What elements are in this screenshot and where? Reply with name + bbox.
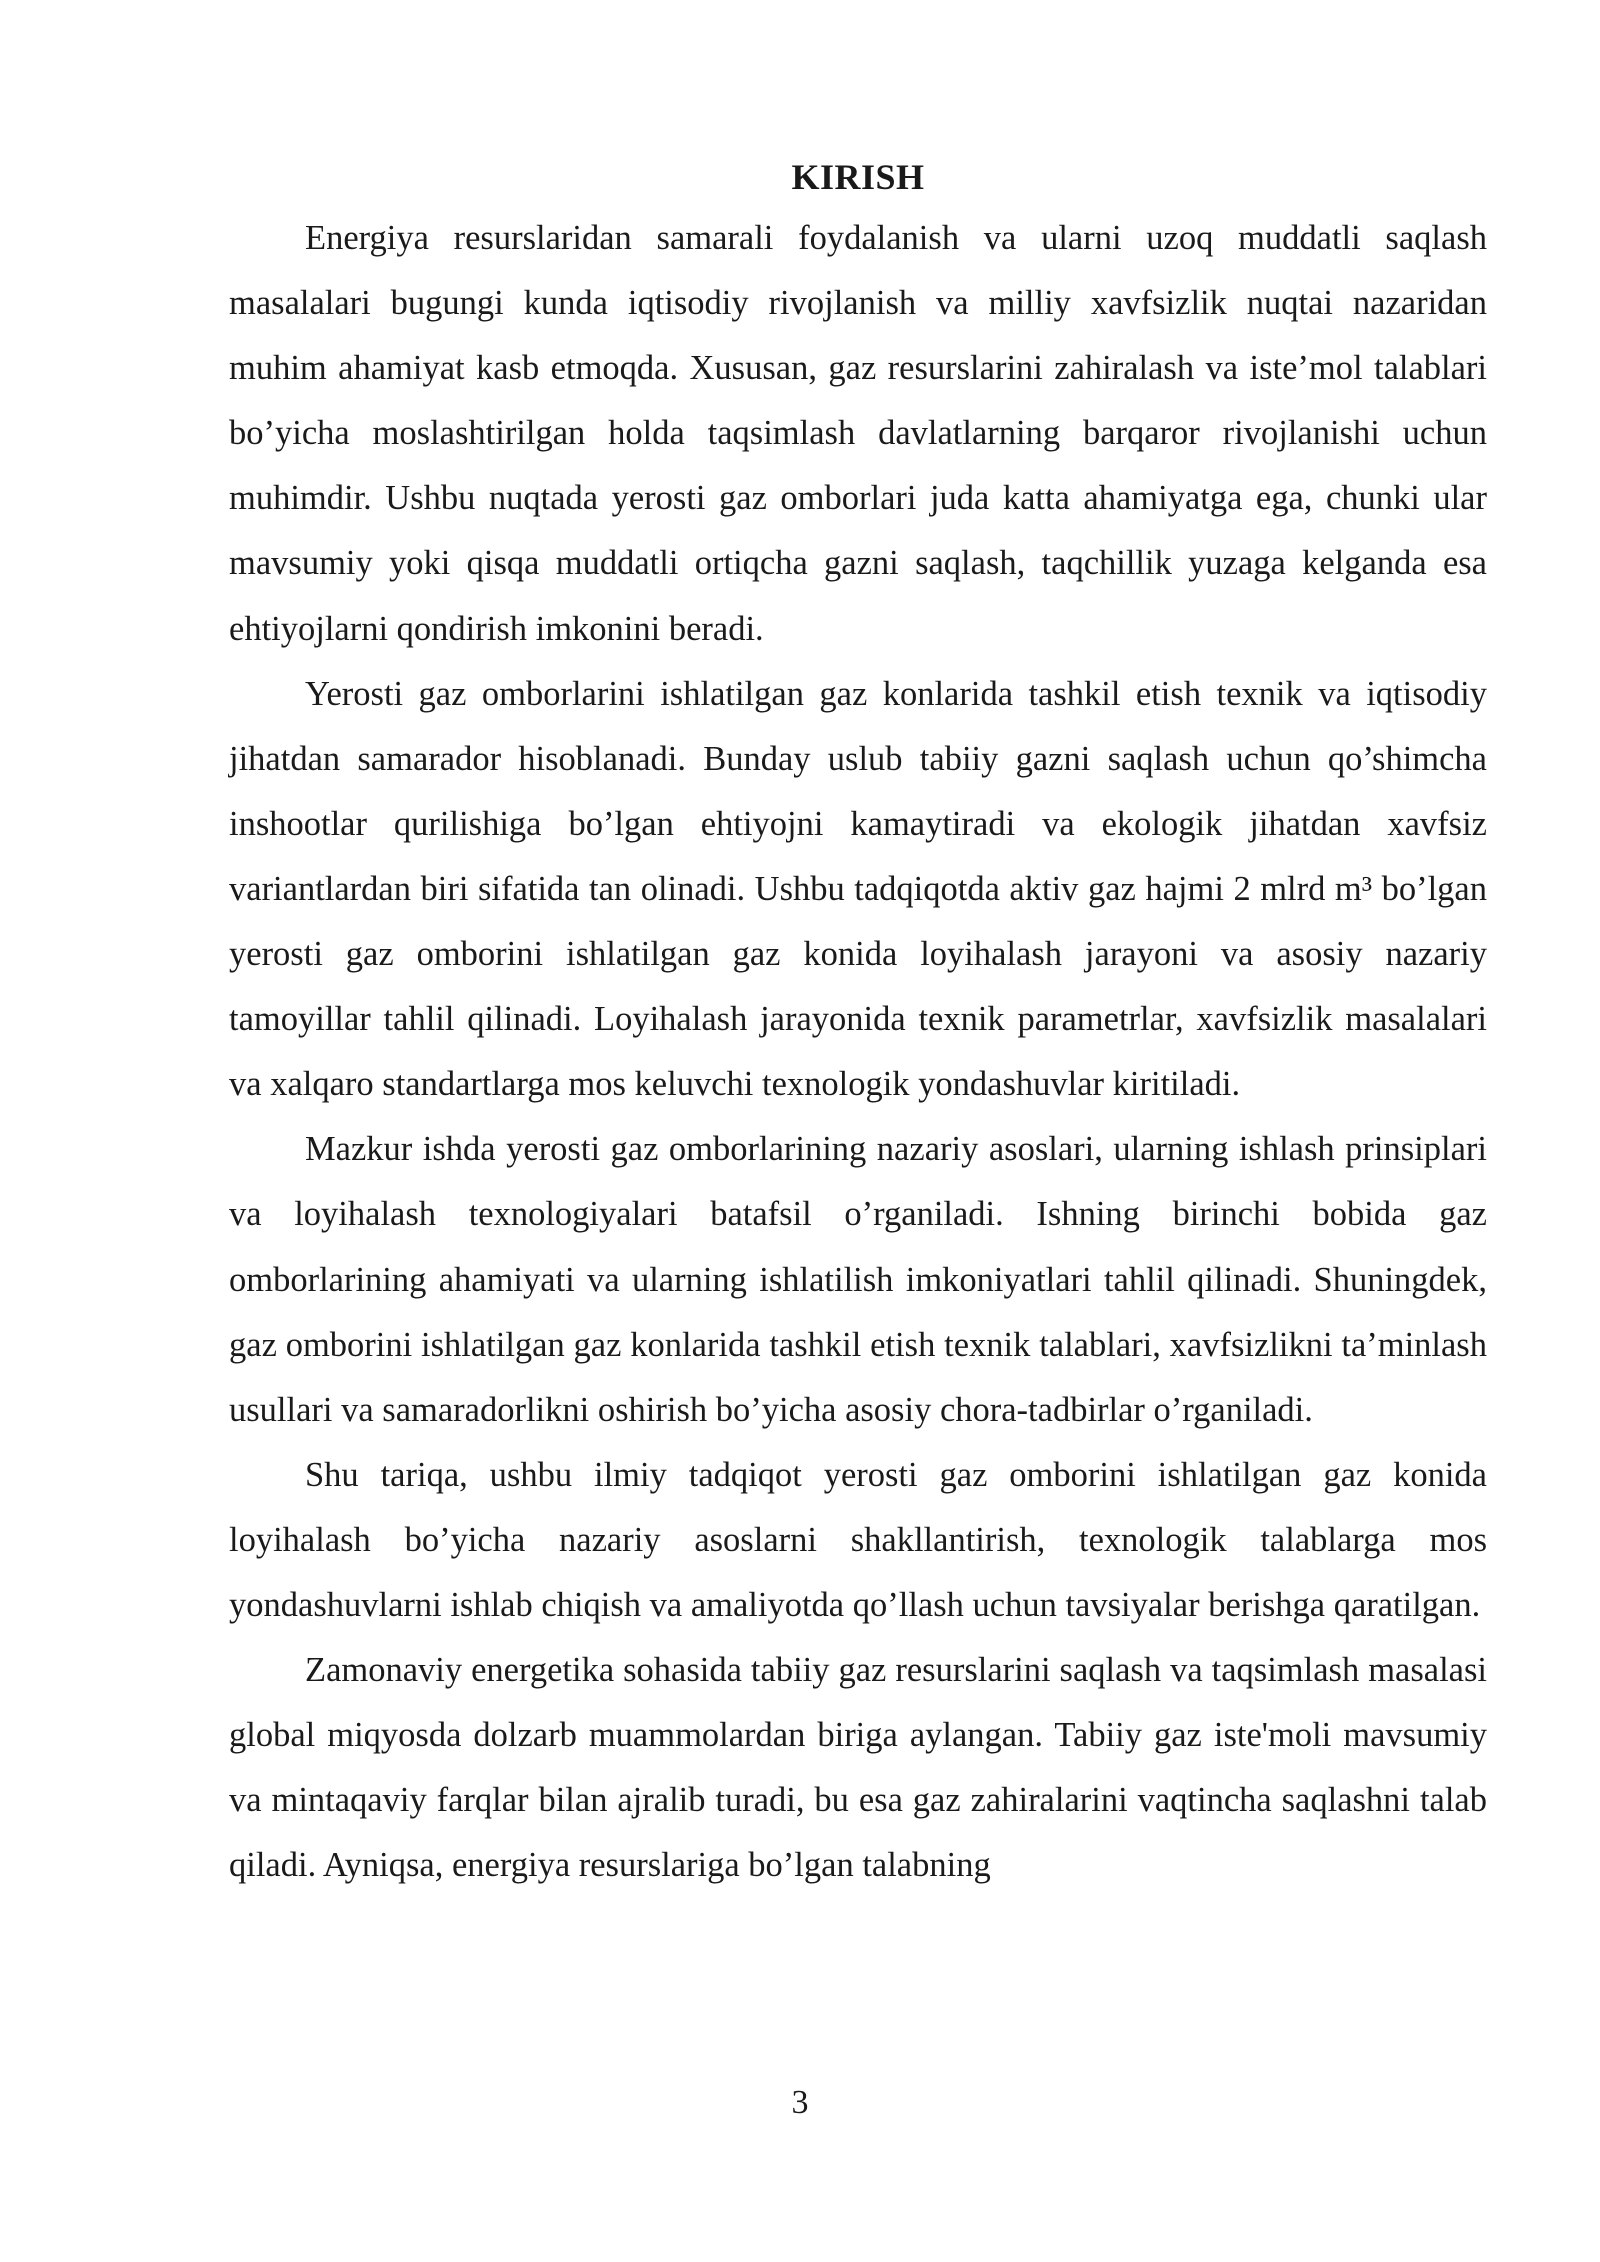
paragraph-2: Yerosti gaz omborlarini ishlatilgan gaz konlarida tashkil etish texnik va iqtisodiy jihatdan samarador hisoblanadi. Bunday uslub tabiiy gazni saqlash uchun qo’shimcha inshootlar qurilishiga bo’lgan ehtiyojni kamaytiradi va ekologik jihatdan xavfsiz variantlardan biri sifatida tan olinadi. Ushbu tadqiqotda aktiv gaz hajmi 2 mlrd m³ bo’lgan yerosti gaz omborini ishlatilgan gaz konida loyihalash jarayoni va asosiy nazariy tamoyillar tahlil qilinadi. Loyihalash jarayonida texnik parametrlar, xavfsizlik masalalari va xalqaro standartlarga mos keluvchi texnologik yondashuvlar kiritiladi. xyxy=(229,674,1487,1104)
page-title: KIRISH xyxy=(791,157,925,197)
paragraph-1: Energiya resurslaridan samarali foydalanish va ularni uzoq muddatli saqlash masalalari bugungi kunda iqtisodiy rivojlanish va milliy xavfsizlik nuqtai nazaridan muhim ahamiyat kasb etmoqda. Xususan, gaz resurslarini zahiralash va iste’mol talablari bo’yicha moslashtirilgan holda taqsimlash davlatlarning barqaror rivojlanishi uchun muhimdir. Ushbu nuqtada yerosti gaz omborlari juda katta ahamiyatga ega, chunki ular mavsumiy yoki qisqa muddatli ortiqcha gazni saqlash, taqchillik yuzaga kelganda esa ehtiyojlarni qondirish imkonini beradi. xyxy=(229,219,1487,648)
page-content xyxy=(229,148,1487,1898)
paragraph-4: Shu tariqa, ushbu ilmiy tadqiqot yerosti gaz omborini ishlatilgan gaz konida loyihalash bo’yicha nazariy asoslarni shakllantirish, texnologik talablarga mos yondashuvlarni ishlab chiqish va amaliyotda qo’llash uchun tavsiyalar berishga qaratilgan. xyxy=(229,1455,1487,1624)
page-number: 3 xyxy=(791,2084,809,2121)
paragraph-5: Zamonaviy energetika sohasida tabiiy gaz resurslarini saqlash va taqsimlash masalasi global miqyosda dolzarb muammolardan biriga aylangan. Tabiiy gaz iste'moli mavsumiy va mintaqaviy farqlar bilan ajralib turadi, bu esa gaz zahiralarini vaqtincha saqlashni talab qiladi. Ayniqsa, energiya resurslariga bo’lgan talabning xyxy=(229,1651,1487,1885)
paragraph-3: Mazkur ishda yerosti gaz omborlarining nazariy asoslari, ularning ishlash prinsiplari va loyihalash texnologiyalari batafsil o’rganiladi. Ishning birinchi bobida gaz omborlarining ahamiyati va ularning ishlatilish imkoniyatlari tahlil qilinadi. Shuningdek, gaz omborini ishlatilgan gaz konlarida tashkil etish texnik talablari, xavfsizlikni ta’minlash usullari va samaradorlikni oshirish bo’yicha asosiy chora-tadbirlar o’rganiladi. xyxy=(229,1130,1487,1429)
